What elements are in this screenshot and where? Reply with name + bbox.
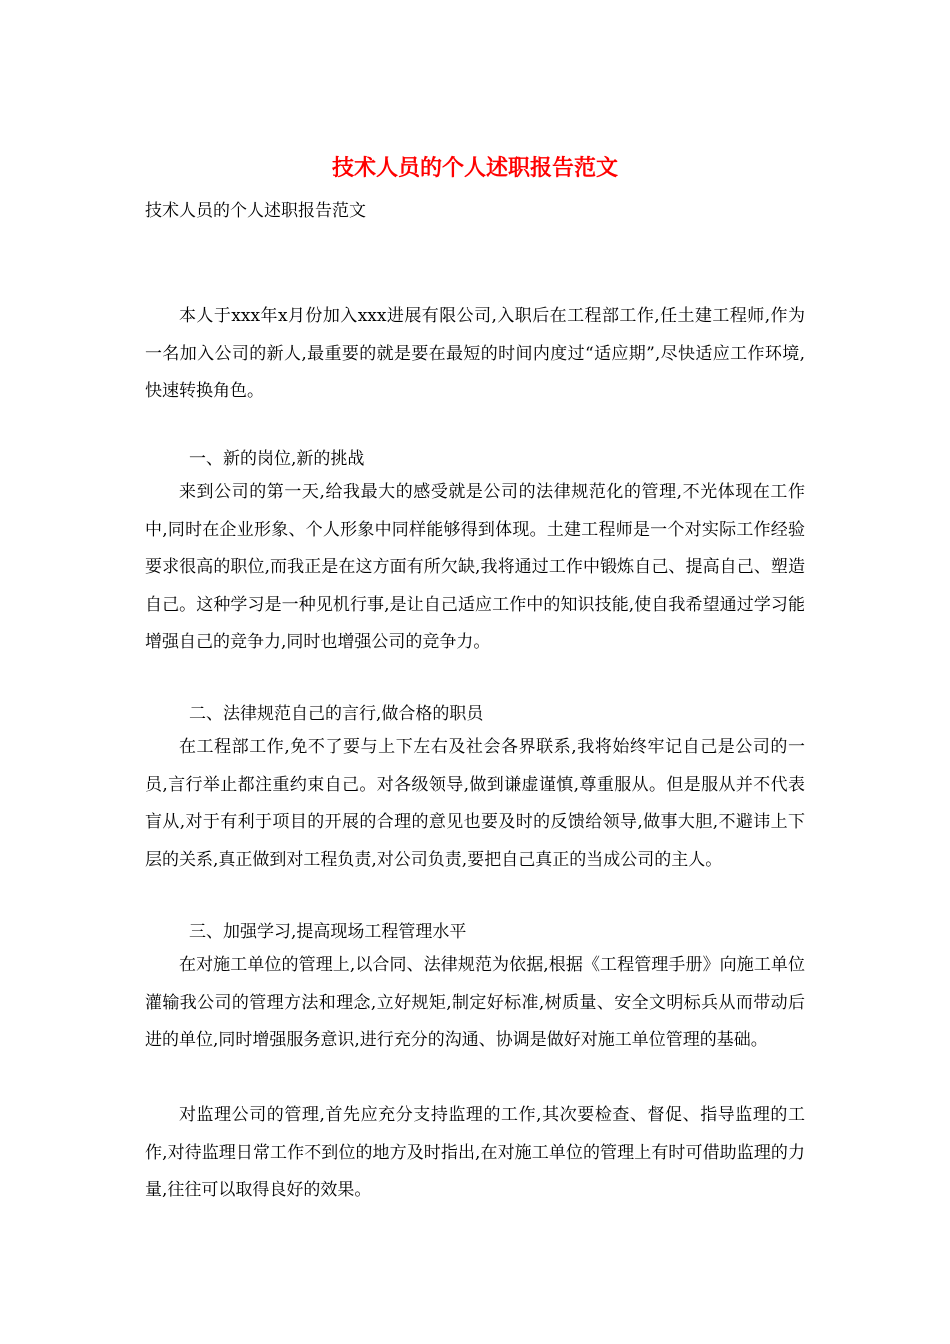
section1-heading: 一、新的岗位,新的挑战: [189, 449, 365, 469]
section2-heading: 二、法律规范自己的言行,做合格的职员: [189, 704, 484, 724]
document-subtitle: 技术人员的个人述职报告范文: [145, 201, 366, 221]
section3-paragraph-2: 对监理公司的管理,首先应充分支持监理的工作,其次要检查、督促、指导监理的工作,对待监理日常工作不到位的地方及时指出,在对施工单位的管理上有时可借助监理的力量,往往可以取得良好的效果。: [145, 1105, 805, 1200]
section3-paragraph-1: 在对施工单位的管理上,以合同、法律规范为依据,根据《工程管理手册》向施工单位灌输我公司的管理方法和理念,立好规矩,制定好标准,树质量、安全文明标兵从而带动后进的单位,同时增强服务意识,进行充分的沟通、协调是做好对施工单位管理的基础。: [145, 955, 805, 1050]
document-title: 技术人员的个人述职报告范文: [331, 155, 618, 181]
section3-heading: 三、加强学习,提高现场工程管理水平: [189, 922, 467, 942]
intro-paragraph: 本人于xxx年x月份加入xxx进展有限公司,入职后在工程部工作,任土建工程师,作为一名加入公司的新人,最重要的就是要在最短的时间内度过“适应期”,尽快适应工作环境,快速转换角色。: [145, 306, 805, 401]
section1-paragraph: 来到公司的第一天,给我最大的感受就是公司的法律规范化的管理,不光体现在工作中,同时在企业形象、个人形象中同样能够得到体现。土建工程师是一个对实际工作经验要求很高的职位,而我正是在这方面有所欠缺,我将通过工作中锻炼自己、提高自己、塑造自己。这种学习是一种见机行事,是让自己适应工作中的知识技能,使自我希望通过学习能增强自己的竞争力,同时也增强公司的竞争力。: [145, 482, 805, 652]
section2-paragraph: 在工程部工作,免不了要与上下左右及社会各界联系,我将始终牢记自己是公司的一员,言行举止都注重约束自己。对各级领导,做到谦虚谨慎,尊重服从。但是服从并不代表盲从,对于有利于项目的开展的合理的意见也要及时的反馈给领导,做事大胆,不避讳上下层的关系,真正做到对工程负责,对公司负责,要把自己真正的当成公司的主人。: [145, 737, 805, 870]
